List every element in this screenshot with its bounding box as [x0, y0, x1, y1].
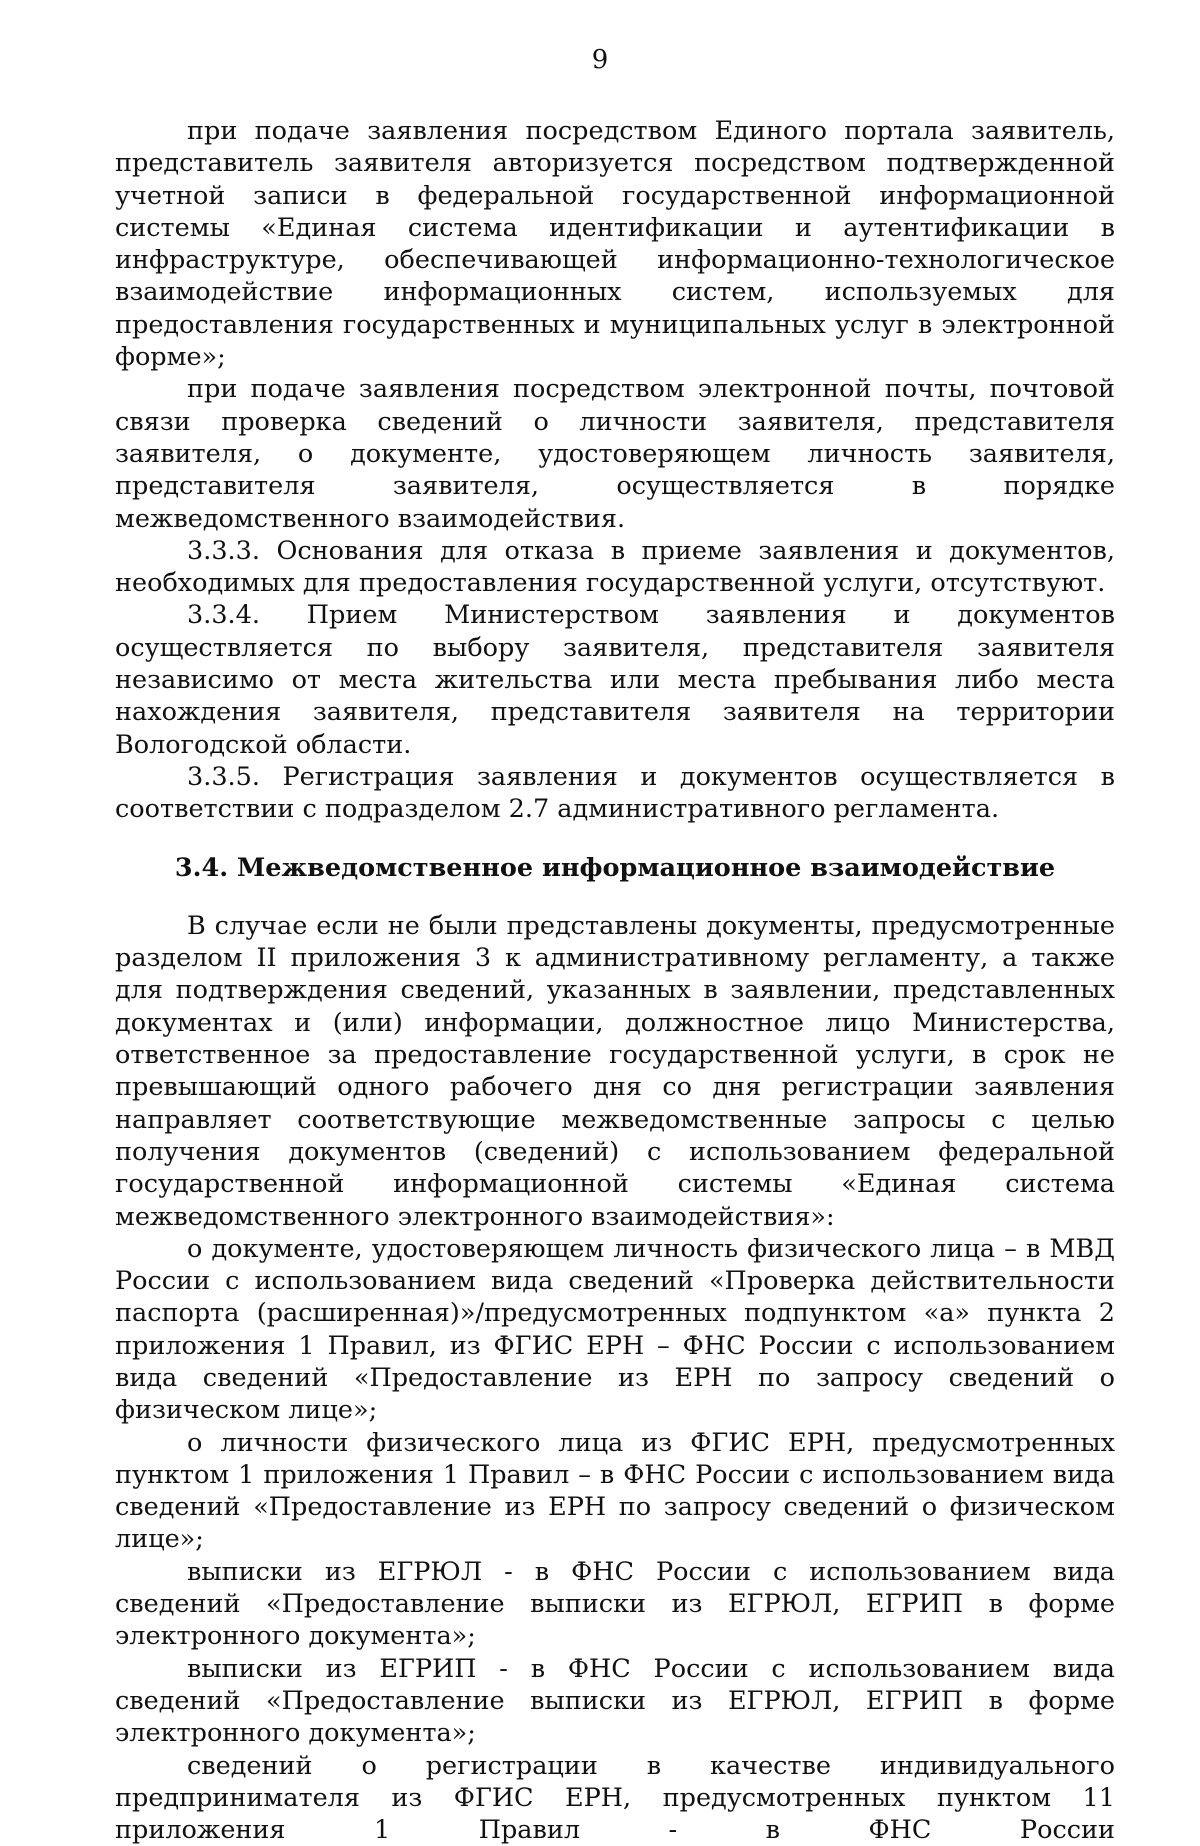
paragraph-egrul-extract: выписки из ЕГРЮЛ - в ФНС России с использованием вида сведений «Предоставление выписки из ЕГРЮЛ, ЕГРИП в форме электронного документа»;: [115, 1556, 1115, 1652]
paragraph-person-identity: о личности физического лица из ФГИС ЕРН, предусмотренных пунктом 1 приложения 1 Правил – в ФНС России с использованием вида сведений «Предоставление из ЕРН по запросу сведений о физическом лице»;: [115, 1427, 1115, 1555]
section-heading-3-4: 3.4. Межведомственное информационное взаимодействие: [174, 852, 1056, 883]
paragraph-3-3-5: 3.3.5. Регистрация заявления и документов осуществляется в соответствии с подразделом 2.7 административного регламента.: [115, 761, 1115, 825]
paragraph-3-3-3: 3.3.3. Основания для отказа в приеме заявления и документов, необходимых для предоставления государственной услуги, отсутствуют.: [115, 535, 1115, 599]
page-number: 9: [591, 45, 609, 75]
document-body: [115, 115, 1115, 1846]
paragraph-3-3-4: 3.3.4. Прием Министерством заявления и документов осуществляется по выбору заявителя, представителя заявителя независимо от места жительства или места пребывания либо места нахождения заявителя, представителя заявителя на территории Вологодской области.: [115, 600, 1115, 760]
paragraph-identity-document: о документе, удостоверяющем личность физического лица – в МВД России с использованием вида сведений «Проверка действительности паспорта (расширенная)»/предусмотренных подпунктом «а» пункта 2 приложения 1 Правил, из ФГИС ЕРН – ФНС России с использованием вида сведений «Предоставление из ЕРН по запросу сведений о физическом лице»;: [115, 1233, 1115, 1426]
paragraph-email-verification: при подаче заявления посредством электронной почты, почтовой связи проверка сведений о личности заявителя, представителя заявителя, о документе, удостоверяющем личность заявителя, представителя заявителя, осуществляется в порядке межведомственного взаимодействия.: [115, 374, 1115, 534]
paragraph-entrepreneur-registration: сведений о регистрации в качестве индивидуального предпринимателя из ФГИС ЕРН, предусмотренных пунктом 11 приложения 1 Правил - в ФНС России: [115, 1750, 1115, 1846]
paragraph-epgu-authorization: при подаче заявления посредством Единого портала заявитель, представитель заявителя авторизуется посредством подтвержденной учетной записи в федеральной государственной информационной системы «Единая система идентификации и аутентификации в инфраструктуре, обеспечивающей информационно-технологическое взаимодействие информационных систем, используемых для предоставления государственных и муниципальных услуг в электронной форме»;: [115, 116, 1115, 373]
paragraph-egrip-extract: выписки из ЕГРИП - в ФНС России с использованием вида сведений «Предоставление выписки из ЕГРЮЛ, ЕГРИП в форме электронного документа»;: [115, 1653, 1115, 1749]
paragraph-interagency-requests: В случае если не были представлены документы, предусмотренные разделом II приложения 3 к административному регламенту, а также для подтверждения сведений, указанных в заявлении, представленных документах и (или) информации, должностное лицо Министерства, ответственное за предоставление государственной услуги, в срок не превышающий одного рабочего дня со дня регистрации заявления направляет соответствующие межведомственные запросы с целью получения документов (сведений) с использованием федеральной государственной информационной системы «Единая система межведомственного электронного взаимодействия»:: [115, 910, 1115, 1232]
